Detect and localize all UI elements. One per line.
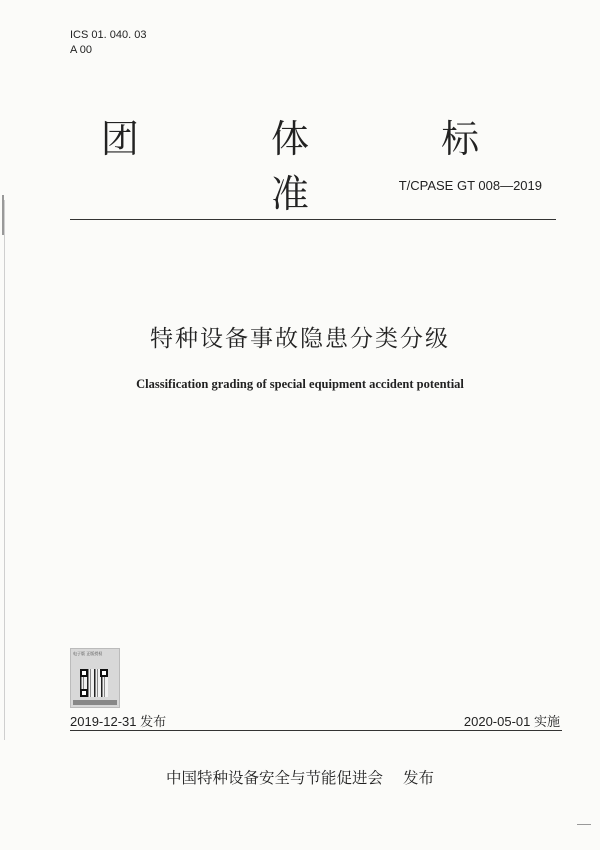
publisher-name: 中国特种设备安全与节能促进会 <box>165 769 383 787</box>
standard-number: T/CPASE GT 008—2019 <box>398 178 542 193</box>
header-divider <box>70 219 556 220</box>
scan-edge-line <box>4 200 5 740</box>
issue-date: 2019-12-31 发布 <box>70 714 167 729</box>
sticker-label: 电子版 正版授权 <box>73 651 103 656</box>
classification-codes <box>70 28 146 58</box>
publisher-line <box>0 766 600 788</box>
document-title-english: Classification grading of special equipment accident potential <box>136 377 464 391</box>
ics-code: ICS 01. 040. 03 <box>70 29 147 41</box>
sticker-strip <box>73 700 117 705</box>
footer-divider <box>70 730 562 731</box>
publisher-action: 发布 <box>403 769 435 787</box>
standard-type-heading: 团 体 标 准 <box>100 117 540 216</box>
scan-corner-mark <box>577 824 591 825</box>
qr-code-icon <box>80 669 108 697</box>
document-title-chinese: 特种设备事故隐患分类分级 <box>150 326 450 352</box>
ccs-code: A 00 <box>70 44 93 56</box>
implementation-date: 2020-05-01 实施 <box>463 714 560 729</box>
authorization-sticker <box>70 648 120 708</box>
